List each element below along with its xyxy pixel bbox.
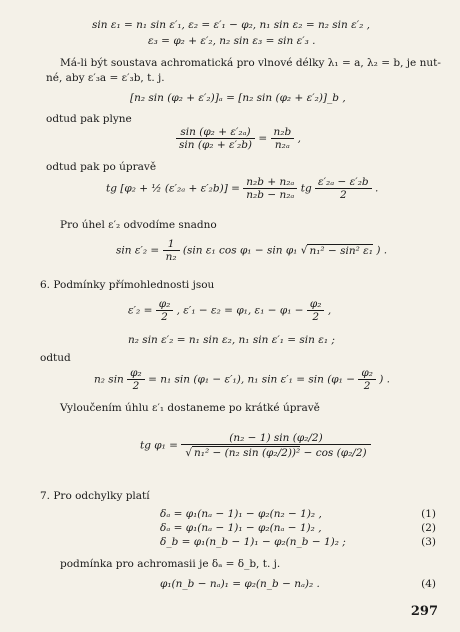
- equation-tg-phi: tg φ₁ = $\frac{\text{(n₂ − 1) sin (φ₂/2)}}{\text{√ n₁² − (n₂ sin (φ₂/2))² − cos (φ₂/2)}}$: [140, 432, 371, 459]
- fraction-tg-phi: $\frac{\text{(n₂ − 1) sin (φ₂/2)}}{\text{√ n₁² − (n₂ sin (φ₂/2))² − cos (φ₂/2)}}$: [181, 432, 370, 459]
- equation-number-3: (3): [421, 536, 436, 548]
- fraction-phi-half-d: $\frac{\text{φ₂}}{2}$: [358, 367, 376, 392]
- sqrt-sign-large: √: [185, 447, 193, 459]
- equation-6-3: n₂ sin $\frac{\text{φ₂}}{2}$ = n₁ sin (φ₁ − ε′₁), n₁ sin ε′₁ = sin (φ₁ − $\frac{\text{φ₂}}{2}$ ) .: [94, 367, 391, 392]
- equation-number-4: (4): [421, 578, 436, 590]
- fraction-phi-half-a: $\frac{\text{φ₂}}{2}$: [156, 298, 174, 323]
- equation-top-1: sin ε₁ = n₁ sin ε′₁, ε₂ = ε′₁ − φ₂, n₁ sin ε₂ = n₂ sin ε′₂ ,: [92, 19, 371, 31]
- section-7-title: 7. Pro odchylky platí: [40, 490, 150, 502]
- section-6-title: 6. Podmínky přímohlednosti jsou: [40, 279, 215, 291]
- equation-sin-epsilon: sin ε′₂ = $\frac{1}{\text{n₂}}$ (sin ε₁ cos φ₁ − sin φ₁ √ n₁² − sin² ε₁ ) .: [116, 238, 388, 263]
- text-vyloucenim: Vyloučením úhlu ε′₁ dostaneme po krátké úpravě: [60, 402, 320, 414]
- fraction-n-ratio: $\frac{\text{n₂b}}{\text{n₂ₐ}}$: [271, 126, 295, 151]
- fraction-sin-ratio: $\frac{\text{sin (φ₂ + ε′₂ₐ)}}{\text{sin (φ₂ + ε′₂b)}}$: [176, 126, 255, 151]
- fraction-phi-half-b: $\frac{\text{φ₂}}{2}$: [307, 298, 325, 323]
- equation-top-2: ε₃ = φ₂ + ε′₂, n₂ sin ε₃ = sin ε′₃ .: [148, 35, 316, 47]
- equation-ratio: $\frac{\text{sin (φ₂ + ε′₂ₐ)}}{\text{sin (φ₂ + ε′₂b)}}$ = $\frac{\text{n₂b}}{\text{n₂ₐ}}$ ,: [176, 126, 301, 151]
- equation-number-2: (2): [421, 522, 436, 534]
- fraction-epsilon-diff: $\frac{\text{ε′₂ₐ − ε′₂b}}{2}$: [315, 176, 372, 201]
- equation-6-1: ε′₂ = $\frac{\text{φ₂}}{2}$ , ε′₁ − ε₂ = φ₁, ε₁ − φ₁ − $\frac{\text{φ₂}}{2}$ ,: [128, 298, 332, 323]
- paragraph-achromatic-2: né, aby ε′₃a = ε′₃b, t. j.: [46, 72, 165, 84]
- equation-7-2: δₐ = φ₁(nₐ − 1)₁ − φ₂(nₐ − 1)₂ ,: [160, 522, 322, 534]
- equation-tangent: tg [φ₂ + ½ (ε′₂ₐ + ε′₂b)] = $\frac{\text{n₂b + n₂ₐ}}{\text{n₂b − n₂ₐ}}$ tg $\frac{\text{ε′₂ₐ − ε′₂b}}{2}$ .: [106, 176, 379, 201]
- text-podminka: podmínka pro achromasii je δₐ = δ_b, t. j.: [60, 558, 281, 570]
- text-odtud: odtud: [40, 352, 71, 364]
- equation-7-1: δₐ = φ₁(nₐ − 1)₁ − φ₂(n₂ − 1)₂ ,: [160, 508, 322, 520]
- paragraph-achromatic-1: Má-li být soustava achromatická pro vlnové délky λ₁ = a, λ₂ = b, je nut-: [60, 57, 441, 69]
- text-po-uprave: odtud pak po úpravě: [46, 161, 157, 173]
- sqrt-sign: √: [300, 244, 308, 257]
- equation-7-3: δ_b = φ₁(n_b − 1)₁ − φ₂(n_b − 1)₂ ;: [160, 536, 346, 548]
- page-number: 297: [410, 604, 438, 619]
- fraction-phi-half-c: $\frac{\text{φ₂}}{2}$: [127, 367, 145, 392]
- fraction-n-sum: $\frac{\text{n₂b + n₂ₐ}}{\text{n₂b − n₂ₐ}}$: [243, 176, 297, 201]
- equation-6-2: n₂ sin ε′₂ = n₁ sin ε₂, n₁ sin ε′₁ = sin ε₁ ;: [128, 334, 335, 346]
- fraction-one-over-n: $\frac{1}{\text{n₂}}$: [163, 238, 180, 263]
- equation-number-1: (1): [421, 508, 436, 520]
- equation-final: φ₁(n_b − nₐ)₁ = φ₂(n_b − nₐ)₂ .: [160, 578, 320, 590]
- equation-condition-a: [n₂ sin (φ₂ + ε′₂)]ₐ = [n₂ sin (φ₂ + ε′₂)]_b ,: [130, 92, 346, 104]
- text-odtud-plyne: odtud pak plyne: [46, 113, 132, 125]
- text-pro-uhel: Pro úhel ε′₂ odvodíme snadno: [60, 219, 217, 231]
